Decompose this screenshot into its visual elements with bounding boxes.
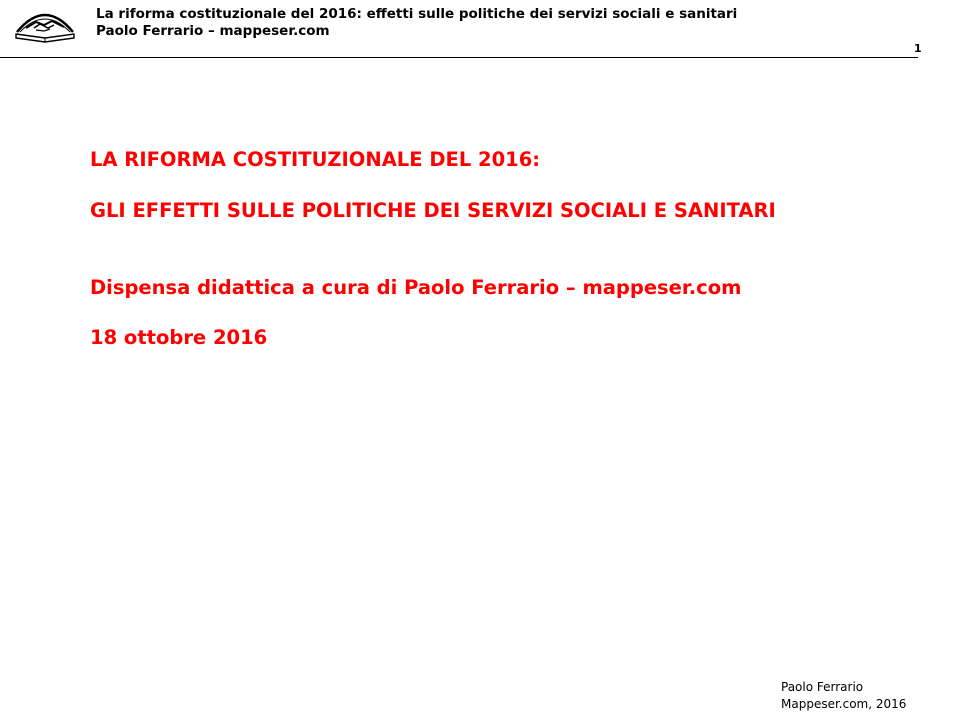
page-number: 1 [914, 42, 922, 55]
date: 18 ottobre 2016 [90, 326, 268, 349]
footer-author: Paolo Ferrario [781, 680, 864, 694]
title-line-1: LA RIFORMA COSTITUZIONALE DEL 2016: [90, 148, 541, 171]
footer [781, 679, 906, 713]
header-divider [0, 57, 918, 58]
header-title: La riforma costituzionale del 2016: effetti sulle politiche dei servizi sociali e sanitari [96, 6, 738, 22]
subtitle: Dispensa didattica a cura di Paolo Ferrario – mappeser.com [90, 276, 742, 299]
handshake-book-icon [14, 4, 76, 44]
footer-site-year: Mappeser.com, 2016 [781, 697, 907, 711]
header [96, 6, 737, 40]
header-author: Paolo Ferrario – mappeser.com [96, 23, 330, 39]
title-line-2: GLI EFFETTI SULLE POLITICHE DEI SERVIZI SOCIALI E SANITARI [90, 199, 776, 222]
